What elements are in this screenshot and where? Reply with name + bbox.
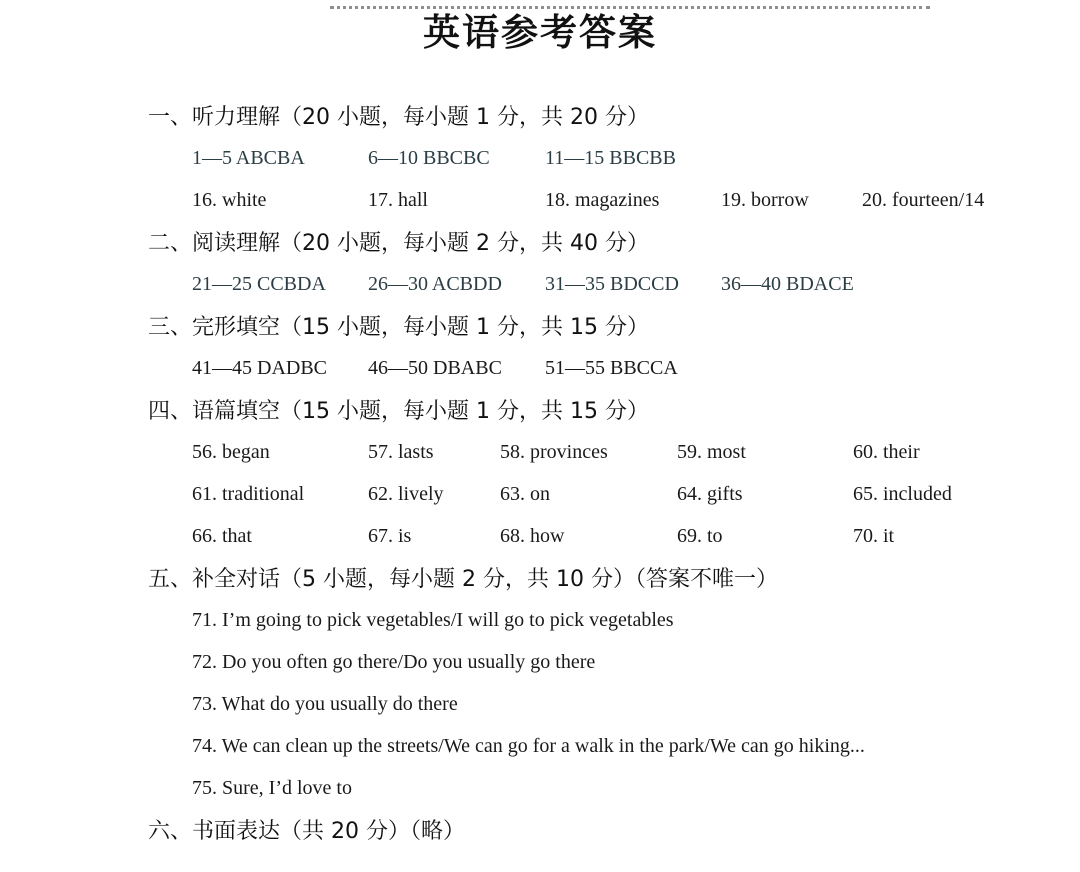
answer-group: 51—55 BBCCA [545,357,678,379]
answer-group: 31—35 BDCCD [545,273,679,295]
section-6-heading: 六、书面表达（共 20 分）（略） [148,819,465,844]
answer-item: 61. traditional [192,483,305,505]
section-3-heading: 三、完形填空（15 小题，每小题 1 分，共 15 分） [148,315,649,340]
answer-group: 21—25 CCBDA [192,273,326,295]
answer-group: 36—40 BDACE [721,273,854,295]
answer-group: 6—10 BBCBC [368,147,490,169]
answer-item: 16. white [192,189,267,211]
page-title: 英语参考答案 [423,11,657,54]
answer-item: 60. their [853,441,920,463]
answer-item: 17. hall [368,189,428,211]
answer-item: 67. is [368,525,412,547]
section-4-heading: 四、语篇填空（15 小题，每小题 1 分，共 15 分） [148,399,649,424]
answer-item: 59. most [677,441,746,463]
dialogue-answer: 75. Sure, I’d love to [192,777,352,799]
answer-item: 62. lively [368,483,444,505]
answer-item: 64. gifts [677,483,743,505]
dialogue-answer: 71. I’m going to pick vegetables/I will go to pick vegetables [192,609,674,631]
answer-item: 58. provinces [500,441,608,463]
answer-item: 70. it [853,525,895,547]
answer-item: 57. lasts [368,441,434,463]
answer-group: 11—15 BBCBB [545,147,676,169]
answer-group: 41—45 DADBC [192,357,328,379]
dialogue-answer: 72. Do you often go there/Do you usually go there [192,651,596,673]
dialogue-answer: 73. What do you usually do there [192,693,458,715]
answer-item: 56. began [192,441,270,463]
answer-group: 46—50 DBABC [368,357,502,379]
answer-item: 19. borrow [721,189,809,211]
dialogue-answer: 74. We can clean up the streets/We can go for a walk in the park/We can go hiking... [192,735,865,757]
answer-group: 1—5 ABCBA [192,147,305,169]
answer-item: 68. how [500,525,565,547]
section-1-heading: 一、听力理解（20 小题，每小题 1 分，共 20 分） [148,105,649,130]
answer-item: 66. that [192,525,252,547]
section-5-heading: 五、补全对话（5 小题，每小题 2 分，共 10 分）（答案不唯一） [148,567,778,592]
answer-item: 69. to [677,525,723,547]
answer-item: 20. fourteen/14 [862,189,985,211]
answer-item: 18. magazines [545,189,660,211]
answer-item: 63. on [500,483,550,505]
section-2-heading: 二、阅读理解（20 小题，每小题 2 分，共 40 分） [148,231,649,256]
answer-group: 26—30 ACBDD [368,273,502,295]
answer-item: 65. included [853,483,952,505]
